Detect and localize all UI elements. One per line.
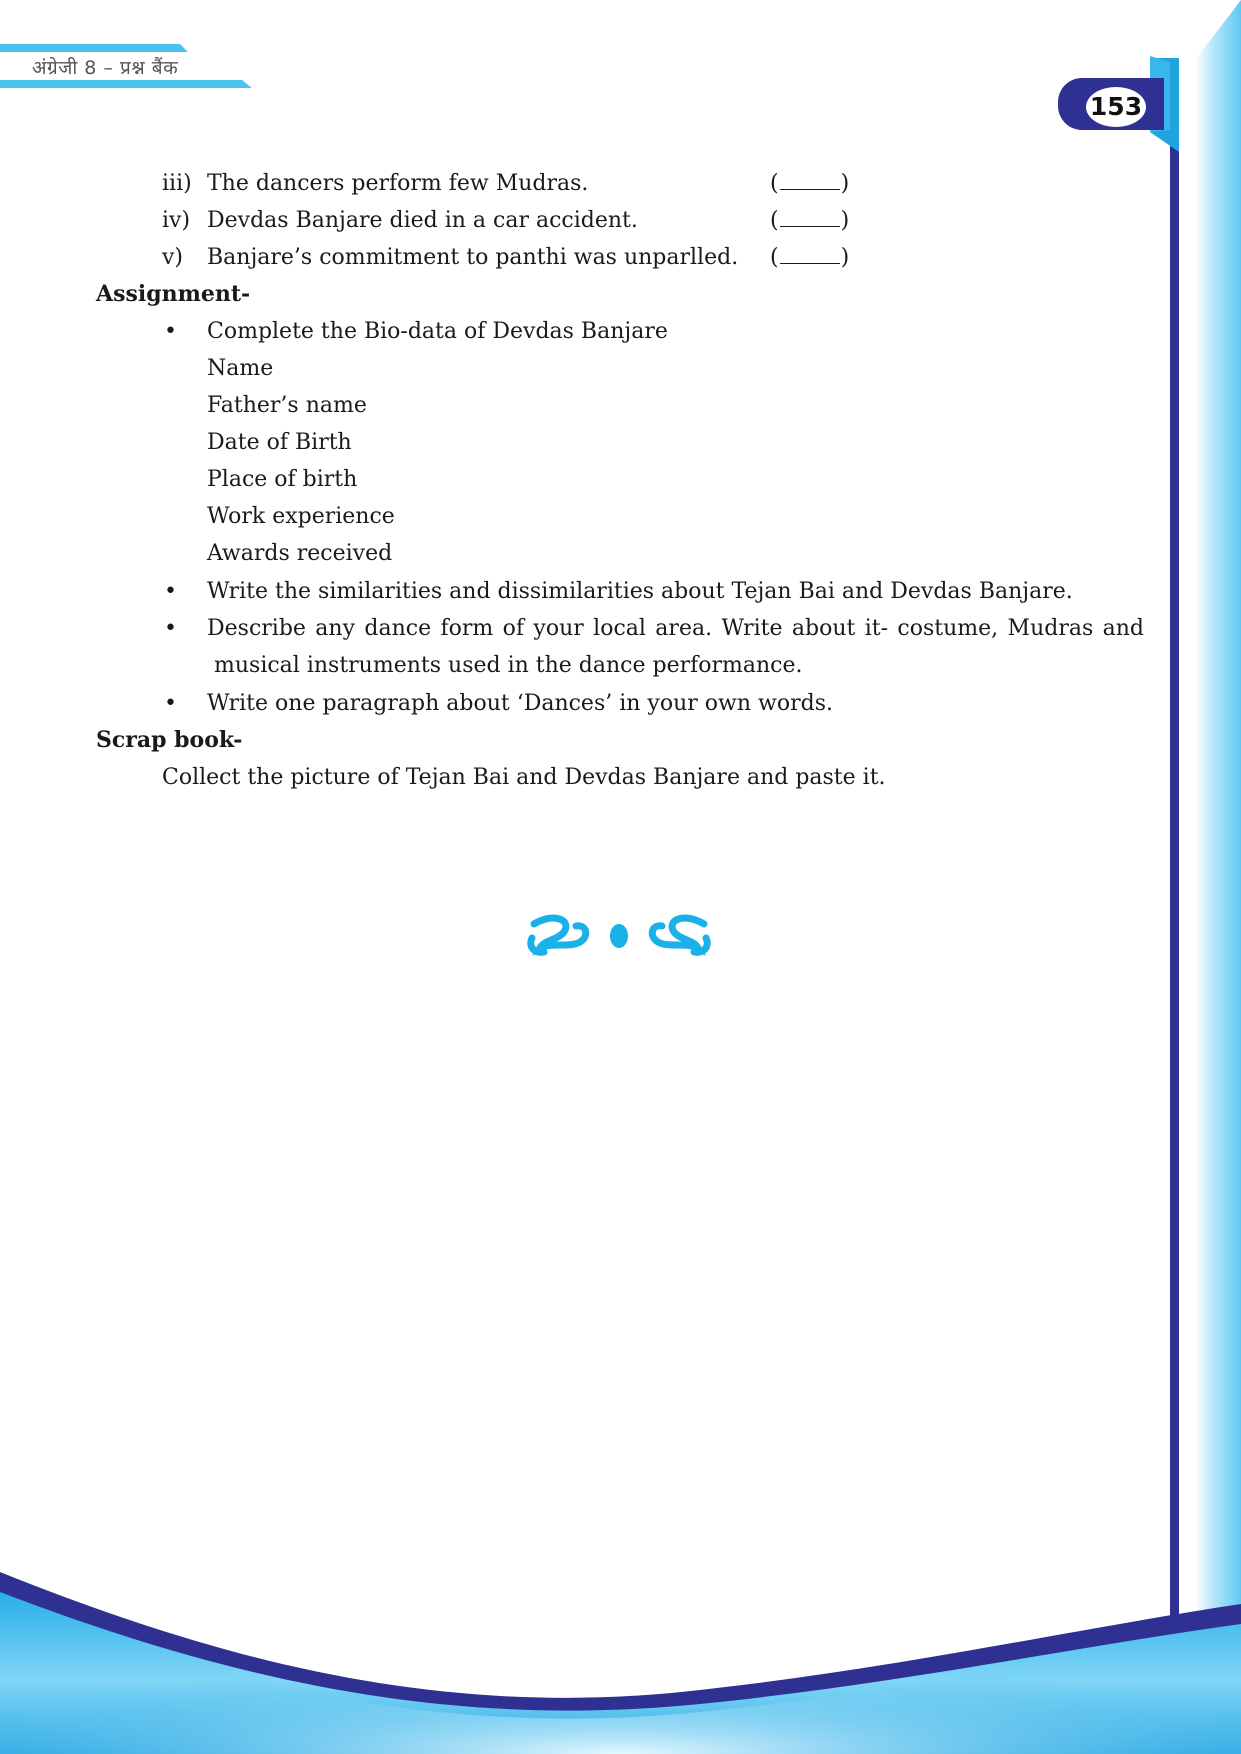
answer-blank[interactable] — [770, 202, 849, 239]
question-item — [162, 202, 190, 239]
answer-blank[interactable] — [770, 165, 849, 202]
blank-line — [780, 169, 840, 190]
question-text: Banjare’s commitment to panthi was unparlled. — [207, 245, 739, 270]
blank-line — [780, 206, 840, 227]
bullet-icon: • — [164, 319, 177, 344]
assignment-item-dance-form-cont: musical instruments used in the dance performance. — [214, 653, 803, 678]
book-title: अंग्रेजी 8 – प्रश्न बैंक — [32, 57, 179, 79]
assignment-heading: Assignment- — [96, 281, 251, 307]
bullet-icon: • — [164, 616, 177, 641]
biodata-field: Father’s name — [207, 393, 367, 418]
question-item — [162, 239, 183, 276]
biodata-field: Place of birth — [207, 467, 358, 492]
question-text: Devdas Banjare died in a car accident. — [207, 208, 638, 233]
biodata-field: Work experience — [207, 504, 395, 529]
flourish-icon — [524, 912, 714, 956]
biodata-field: Awards received — [207, 541, 393, 566]
assignment-item-paragraph: Write one paragraph about ‘Dances’ in your own words. — [207, 691, 833, 716]
assignment-item-similarities: Write the similarities and dissimilarities about Tejan Bai and Devdas Banjare. — [207, 579, 1073, 604]
close-paren: ) — [840, 245, 850, 270]
answer-blank[interactable] — [770, 239, 849, 276]
bullet-icon: • — [164, 579, 177, 604]
page-number: 153 — [1089, 92, 1143, 121]
right-vertical-bar — [1170, 58, 1179, 1618]
question-number: iii) — [162, 171, 192, 196]
open-paren: ( — [770, 245, 779, 270]
biodata-field: Name — [207, 356, 274, 381]
blank-line — [780, 243, 840, 264]
question-text: The dancers perform few Mudras. — [207, 171, 589, 196]
question-number: iv) — [162, 208, 191, 233]
close-paren: ) — [840, 171, 850, 196]
question-number: v) — [162, 245, 184, 270]
scrapbook-heading: Scrap book- — [96, 727, 243, 753]
close-paren: ) — [840, 208, 850, 233]
question-item — [162, 165, 192, 202]
assignment-item-dance-form: Describe any dance form of your local area. Write about it- costume, Mudras and — [207, 616, 1144, 641]
bullet-icon: • — [164, 691, 177, 716]
scrapbook-text: Collect the picture of Tejan Bai and Devdas Banjare and paste it. — [162, 765, 886, 790]
open-paren: ( — [770, 208, 779, 233]
bottom-wave — [0, 1572, 1241, 1754]
right-panel — [1195, 0, 1241, 1754]
biodata-field: Date of Birth — [207, 430, 352, 455]
open-paren: ( — [770, 171, 779, 196]
assignment-item-biodata: Complete the Bio-data of Devdas Banjare — [207, 319, 668, 344]
